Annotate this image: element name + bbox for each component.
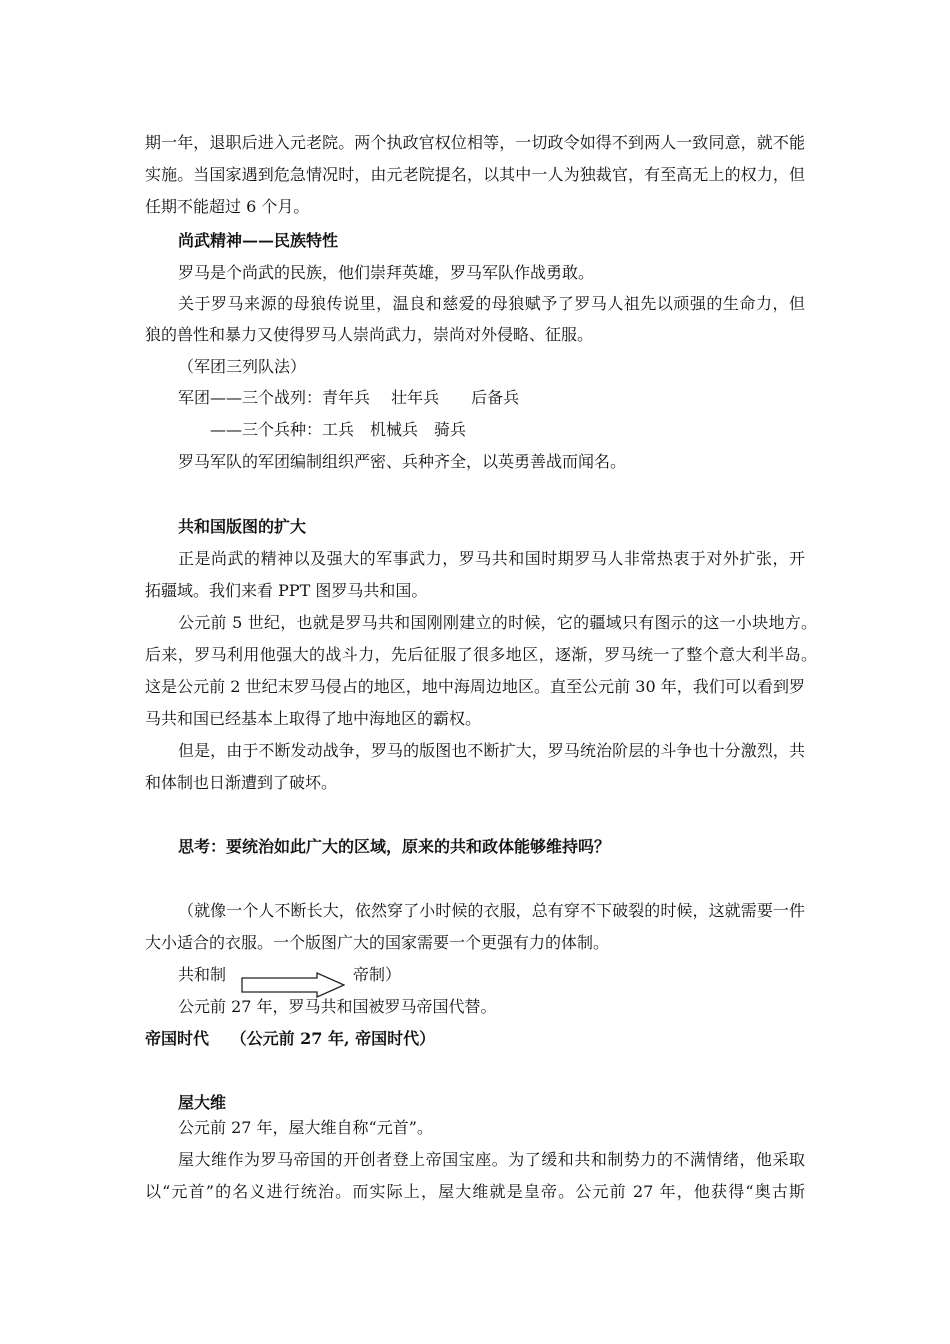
heading-territory-expansion: 共和国版图的扩大 (178, 517, 307, 536)
paragraph-princeps: 公元前 27 年，屋大维自称“元首”。 (178, 1118, 433, 1137)
paragraph-consul-line-2: 实施。当国家遇到危急情况时，由元老院提名，以其中一人为独裁官，有至高无上的权力，但 (145, 165, 805, 184)
paragraph-expansion-2-line-4: 马共和国已经基本上取得了地中海地区的霸权。 (145, 709, 482, 728)
label-republic: 共和制 (178, 965, 227, 984)
paragraph-expansion-3-line-2: 和体制也日渐遭到了破坏。 (145, 773, 338, 792)
paragraph-octavian-line-1: 屋大维作为罗马帝国的开创者登上帝国宝座。为了缓和共和制势力的不满情绪，他采取 (178, 1150, 805, 1169)
heading-martial-spirit: 尚武精神——民族特性 (178, 231, 339, 250)
label-empire: 帝制） (353, 965, 402, 984)
paragraph-consul-line-3: 任期不能超过 6 个月。 (145, 197, 310, 216)
legion-formation-note: （军团三列队法） (178, 357, 307, 376)
heading-octavian: 屋大维 (178, 1093, 227, 1112)
legion-arms: ——三个兵种：工兵 机械兵 骑兵 (210, 420, 467, 439)
legion-battle-lines: 军团——三个战列：青年兵 壮年兵 后备兵 (178, 388, 520, 407)
legion-summary: 罗马军队的军团编制组织严密、兵种齐全，以英勇善战而闻名。 (178, 452, 627, 471)
paragraph-expansion-3-line-1: 但是，由于不断发动战争，罗马的版图也不断扩大，罗马统治阶层的斗争也十分激烈，共 (178, 741, 805, 760)
right-arrow-icon (241, 972, 345, 998)
paragraph-analogy-line-1: （就像一个人不断长大，依然穿了小时候的衣服，总有穿不下破裂的时候，这就需要一件 (178, 901, 805, 920)
paragraph-expansion-1-line-1: 正是尚武的精神以及强大的军事武力，罗马共和国时期罗马人非常热衷于对外扩张，开 (178, 549, 805, 568)
paragraph-martial-people: 罗马是个尚武的民族，他们崇拜英雄，罗马军队作战勇敢。 (178, 263, 595, 282)
paragraph-consul-line-1: 期一年，退职后进入元老院。两个执政官权位相等，一切政令如得不到两人一致同意，就不能 (145, 133, 805, 152)
paragraph-expansion-2-line-2: 后来，罗马利用他强大的战斗力，先后征服了很多地区，逐渐，罗马统一了整个意大利半岛。 (145, 645, 817, 664)
paragraph-expansion-2-line-1: 公元前 5 世纪，也就是罗马共和国刚刚建立的时候，它的疆域只有图示的这一小块地方。 (178, 613, 817, 632)
paragraph-27bc-replacement: 公元前 27 年，罗马共和国被罗马帝国代替。 (178, 997, 497, 1016)
paragraph-expansion-2-line-3: 这是公元前 2 世纪末罗马侵占的地区，地中海周边地区。直至公元前 30 年，我们可以看到罗 (145, 677, 805, 696)
paragraph-octavian-line-2: 以“元首”的名义进行统治。而实际上，屋大维就是皇帝。公元前 27 年，他获得“奥古斯 (145, 1182, 805, 1201)
paragraph-expansion-1-line-2: 拓疆域。我们来看 PPT 图罗马共和国。 (145, 581, 428, 600)
think-question: 思考：要统治如此广大的区域，原来的共和政体能够维持吗？ (178, 837, 611, 856)
paragraph-wolf-legend-line-2: 狼的兽性和暴力又使得罗马人崇尚武力，崇尚对外侵略、征服。 (145, 325, 594, 344)
paragraph-analogy-line-2: 大小适合的衣服。一个版图广大的国家需要一个更强有力的体制。 (145, 933, 610, 952)
heading-empire-era: 帝国时代 （公元前 27 年, 帝国时代） (145, 1029, 436, 1048)
paragraph-wolf-legend-line-1: 关于罗马来源的母狼传说里，温良和慈爱的母狼赋予了罗马人祖先以顽强的生命力，但 (178, 294, 805, 313)
